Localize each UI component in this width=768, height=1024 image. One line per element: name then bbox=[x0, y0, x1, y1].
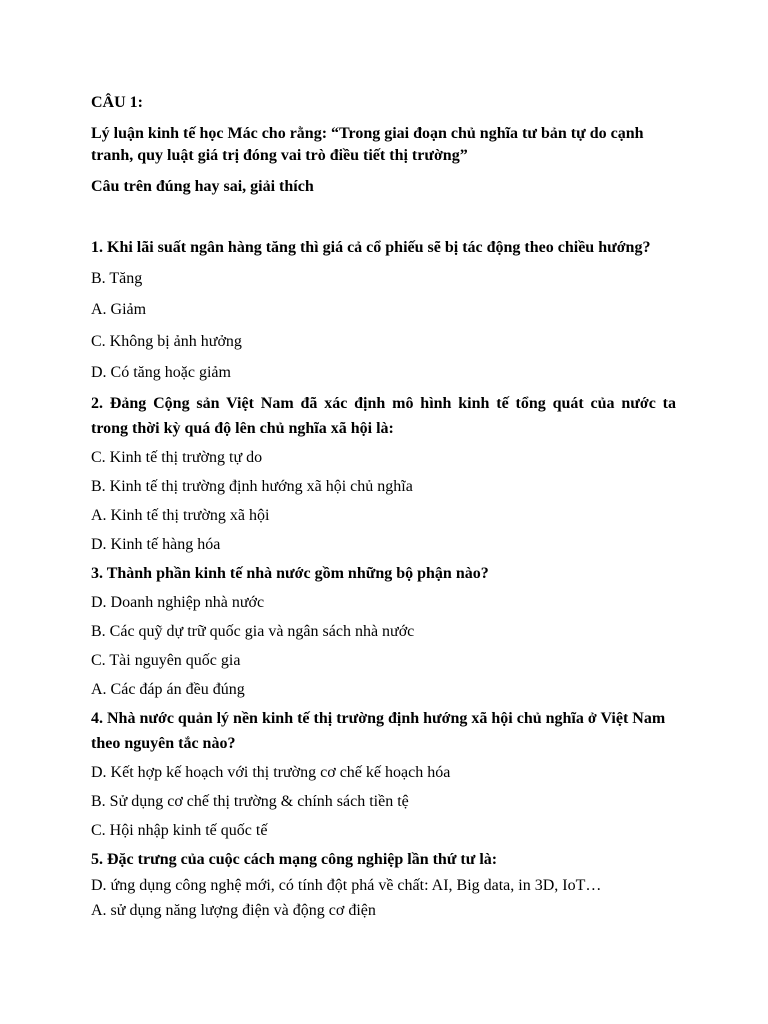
question-2-option: C. Kinh tế thị trường tự do bbox=[91, 449, 263, 466]
question-3-option: B. Các quỹ dự trữ quốc gia và ngân sách nhà nước bbox=[91, 623, 415, 640]
question-4-option: C. Hội nhập kinh tế quốc tế bbox=[91, 822, 268, 839]
question-2-text-line1: 2. Đảng Cộng sản Việt Nam đã xác định mô hình kinh tế tổng quát của nước ta bbox=[91, 395, 676, 412]
question-2-option: D. Kinh tế hàng hóa bbox=[91, 536, 221, 553]
question-2-option: A. Kinh tế thị trường xã hội bbox=[91, 507, 270, 524]
question-3-text: 3. Thành phần kinh tế nhà nước gồm những bộ phận nào? bbox=[91, 565, 489, 582]
question-3-option: C. Tài nguyên quốc gia bbox=[91, 652, 241, 669]
cau1-statement-line2: tranh, quy luật giá trị đóng vai trò điều tiết thị trường” bbox=[91, 147, 468, 164]
question-1-option: B. Tăng bbox=[91, 270, 143, 287]
question-2-text-line2: trong thời kỳ quá độ lên chủ nghĩa xã hội là: bbox=[91, 420, 394, 437]
question-3-option: A. Các đáp án đều đúng bbox=[91, 681, 245, 698]
question-1-option: C. Không bị ảnh hưởng bbox=[91, 333, 242, 350]
cau1-heading: CÂU 1: bbox=[91, 94, 143, 111]
question-4-text-line1: 4. Nhà nước quản lý nền kinh tế thị trường định hướng xã hội chủ nghĩa ở Việt Nam bbox=[91, 710, 666, 727]
question-4-text-line2: theo nguyên tắc nào? bbox=[91, 735, 236, 752]
question-5-text: 5. Đặc trưng của cuộc cách mạng công nghiệp lần thứ tư là: bbox=[91, 851, 498, 868]
cau1-statement-line1: Lý luận kinh tế học Mác cho rằng: “Trong giai đoạn chủ nghĩa tư bản tự do cạnh bbox=[91, 125, 644, 142]
question-4-option: D. Kết hợp kế hoạch với thị trường cơ chế kế hoạch hóa bbox=[91, 764, 451, 781]
question-4-option: B. Sử dụng cơ chế thị trường & chính sách tiền tệ bbox=[91, 793, 409, 810]
question-1-option: D. Có tăng hoặc giảm bbox=[91, 364, 231, 381]
question-1-option: A. Giảm bbox=[91, 301, 147, 318]
question-1-text: 1. Khi lãi suất ngân hàng tăng thì giá cả cổ phiếu sẽ bị tác động theo chiều hướng? bbox=[91, 239, 651, 256]
question-5-option: D. ứng dụng công nghệ mới, có tính đột phá về chất: AI, Big data, in 3D, IoT… bbox=[91, 877, 602, 894]
question-5-option: A. sử dụng năng lượng điện và động cơ điện bbox=[91, 902, 376, 919]
cau1-prompt: Câu trên đúng hay sai, giải thích bbox=[91, 178, 314, 195]
question-2-option: B. Kinh tế thị trường định hướng xã hội chủ nghĩa bbox=[91, 478, 413, 495]
question-3-option: D. Doanh nghiệp nhà nước bbox=[91, 594, 265, 611]
